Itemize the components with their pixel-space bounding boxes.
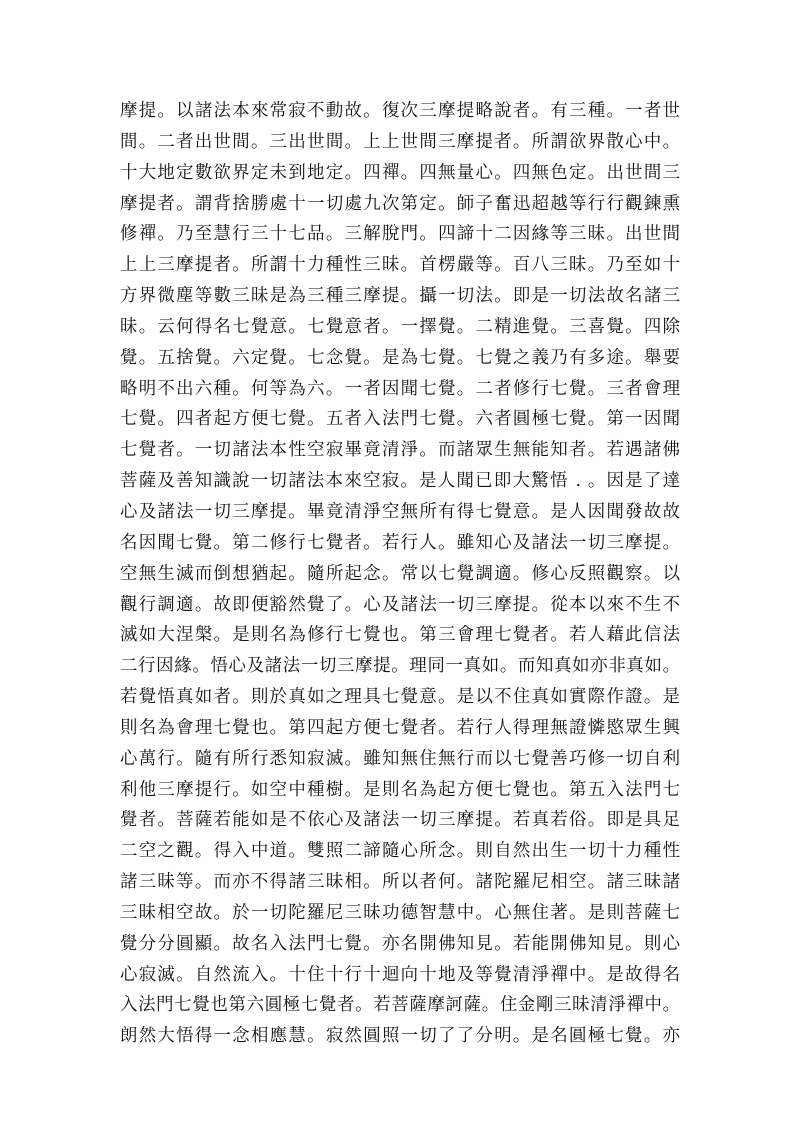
- text-line: 摩提。以諸法本來常寂不動故。復次三摩提略說者。有三種。一者世: [120, 101, 680, 121]
- text-line: 名因聞七覺。第二修行七覺者。若行人。雖知心及諸法一切三摩提。: [120, 532, 680, 553]
- text-line: 入法門七覺也第六圓極七覺者。若菩薩摩訶薩。住金剛三昧清淨禪中。: [120, 995, 680, 1016]
- text-line: 昧。云何得名七覺意。七覺意者。一擇覺。二精進覺。三喜覺。四除: [120, 316, 680, 337]
- text-line: 摩提者。謂背捨勝處十一切處九次第定。師子奮迅超越等行行觀鍊熏: [120, 193, 680, 214]
- text-line: 七覺。四者起方便七覺。五者入法門七覺。六者圓極七覺。第一因聞: [120, 409, 680, 430]
- text-line: 覺分分圓顯。故名入法門七覺。亦名開佛知見。若能開佛知見。則心: [120, 933, 680, 954]
- text-line: 空無生滅而倒想猶起。隨所起念。常以七覺調適。修心反照觀察。以: [120, 563, 680, 584]
- text-line: 心及諸法一切三摩提。畢竟清淨空無所有得七覺意。是人因聞發故故: [120, 501, 680, 522]
- text-line: 二行因緣。悟心及諸法一切三摩提。理同一真如。而知真如亦非真如。: [120, 656, 680, 677]
- text-line: 間。二者出世間。三出世間。上上世間三摩提者。所謂欲界散心中。: [120, 131, 680, 152]
- text-line: 則名為會理七覺也。第四起方便七覺者。若行人得理無證憐愍眾生興: [120, 717, 680, 738]
- text-line: 覺者。菩薩若能如是不依心及諸法一切三摩提。若真若俗。即是具足: [120, 810, 680, 831]
- text-line: 三昧相空故。於一切陀羅尼三昧功德智慧中。心無住著。是則菩薩七: [120, 902, 680, 923]
- text-line: 心寂滅。自然流入。十住十行十迴向十地及等覺清淨禪中。是故得名: [120, 964, 680, 985]
- text-line: 七覺者。一切諸法本性空寂畢竟清淨。而諸眾生無能知者。若遇諸佛: [120, 440, 680, 461]
- text-line: 覺。五捨覺。六定覺。七念覺。是為七覺。七覺之義乃有多途。舉要: [120, 347, 680, 368]
- text-line: 朗然大悟得一念相應慧。寂然圓照一切了了分明。是名圓極七覺。亦: [120, 1026, 680, 1047]
- text-line: 觀行調適。故即便豁然覺了。心及諸法一切三摩提。從本以來不生不: [120, 594, 680, 615]
- text-line: 略明不出六種。何等為六。一者因聞七覺。二者修行七覺。三者會理: [120, 378, 680, 399]
- text-line: 心萬行。隨有所行悉知寂滅。雖知無住無行而以七覺善巧修一切自利: [120, 748, 680, 769]
- text-line: 二空之觀。得入中道。雙照二諦隨心所念。則自然出生一切十力種性: [120, 841, 680, 862]
- text-line: 若覺悟真如者。則於真如之理具七覺意。是以不住真如實際作證。是: [120, 687, 680, 708]
- text-line: 利他三摩提行。如空中種樹。是則名為起方便七覺也。第五入法門七: [120, 779, 680, 800]
- text-line: 諸三昧等。而亦不得諸三昧相。所以者何。諸陀羅尼相空。諸三昧諸: [120, 872, 680, 893]
- body-text: [120, 96, 680, 1052]
- text-line: 上上三摩提者。所謂十力種性三昧。首楞嚴等。百八三昧。乃至如十: [120, 255, 680, 276]
- text-line: 修禪。乃至慧行三十七品。三解脫門。四諦十二因緣等三昧。出世間: [120, 224, 680, 245]
- text-line: 十大地定數欲界定未到地定。四禪。四無量心。四無色定。出世間三: [120, 162, 680, 183]
- text-line: 滅如大涅槃。是則名為修行七覺也。第三會理七覺者。若人藉此信法: [120, 625, 680, 646]
- text-line: 菩薩及善知識說一切諸法本來空寂。是人聞已即大驚悟 . 。因是了達: [120, 471, 680, 492]
- text-line: 方界微塵等數三昧是為三種三摩提。攝一切法。即是一切法故名諸三: [120, 286, 680, 307]
